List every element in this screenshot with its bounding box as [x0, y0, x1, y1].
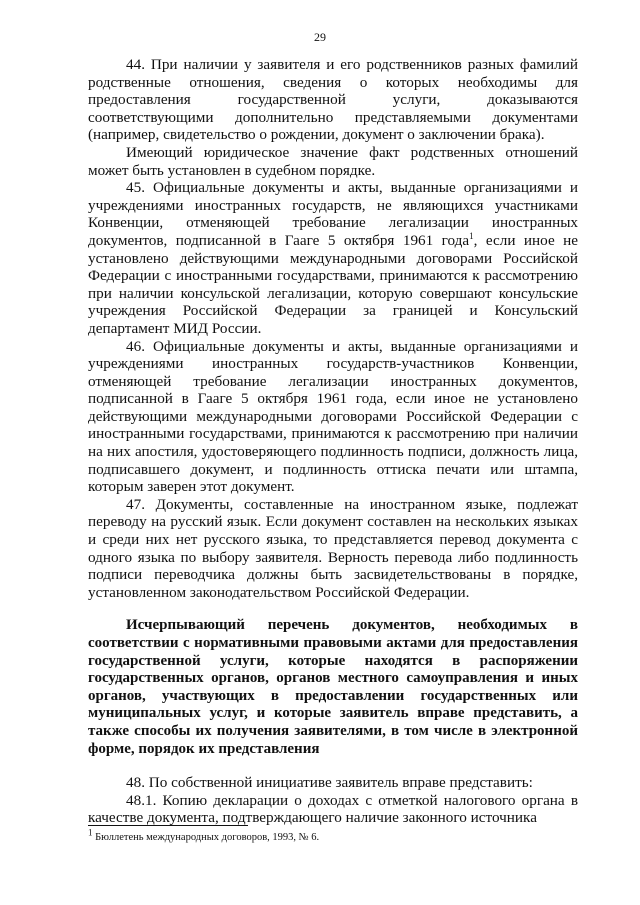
section-heading: Исчерпывающий перечень документов, необходимых в соответствии с нормативными правовыми актами для предоставления государственной услуги, которые находятся в распоряжении государственных органов, органов местного самоуправления и иных органов, участвующих в предоставлении государственных или муниципальных услуг, и которые заявитель вправе представить, а также способы их получения заявителями, в том числе в электронной форме, порядок их представления — [88, 617, 578, 757]
footnote-text: Бюллетень международных договоров, 1993, № 6. — [92, 832, 320, 843]
footnote-divider — [88, 825, 248, 826]
paragraph-45-text-b: , если иное не установлено действующими международными договорами Российской Федерации с иностранными государствами, принимаются к рассмотрению при наличии консульской легализации, которую совершают консульские учреждения Российской Федерации за границей и Консульский департамент МИД России. — [88, 231, 578, 337]
paragraph-44-note: Имеющий юридическое значение факт родственных отношений может быть установлен в судебном порядке. — [88, 143, 578, 179]
footnote — [88, 827, 578, 844]
paragraph-47: 47. Документы, составленные на иностранном языке, подлежат переводу на русский язык. Если документ составлен на нескольких языках и среди них нет русского языка, то представляется перевод документа с одного языка по выбору заявителя. Верность перевода либо подлинность подписи переводчика должны быть засвидетельствованы в порядке, установленном законодательством Российской Федерации. — [88, 495, 578, 601]
document-body — [88, 56, 578, 827]
page-number: 29 — [314, 30, 326, 44]
paragraph-44: 44. При наличии у заявителя и его родственников разных фамилий родственные отношения, сведения о которых необходимы для предоставления государственной услуги, доказываются соответствующими дополнительно представляемыми документами (например, свидетельство о рождении, документ о заключении брака). — [88, 56, 578, 144]
paragraph-45 — [88, 179, 578, 337]
paragraph-45-text-a: 45. Официальные документы и акты, выданные организациями и учреждениями иностранных государств, не являющихся участниками Конвенции, отменяющей требование легализации иностранных документов, подписанной в Гааге 5 октября 1961 года — [88, 179, 578, 249]
paragraph-48: 48. По собственной инициативе заявитель вправе представить: — [126, 774, 533, 792]
paragraph-48-1: 48.1. Копию декларации о доходах с отметкой налогового органа в качестве документа, подтверждающего наличие законного источника — [88, 791, 578, 827]
paragraph-46: 46. Официальные документы и акты, выданные организациями и учреждениями иностранных государств-участников Конвенции, отменяющей требование легализации иностранных документов, подписанной в Гааге 5 октября 1961 года, если иное не установлено действующими международными договорами Российской Федерации с иностранными государствами, принимаются к рассмотрению при наличии на них апостиля, удостоверяющего подлинность подписи, должность лица, подписавшего документ, и подлинность оттиска печати или штампа, которым заверен этот документ. — [88, 337, 578, 496]
footnote-reference: 1 — [469, 230, 474, 241]
footnote-number: 1 — [88, 827, 93, 838]
